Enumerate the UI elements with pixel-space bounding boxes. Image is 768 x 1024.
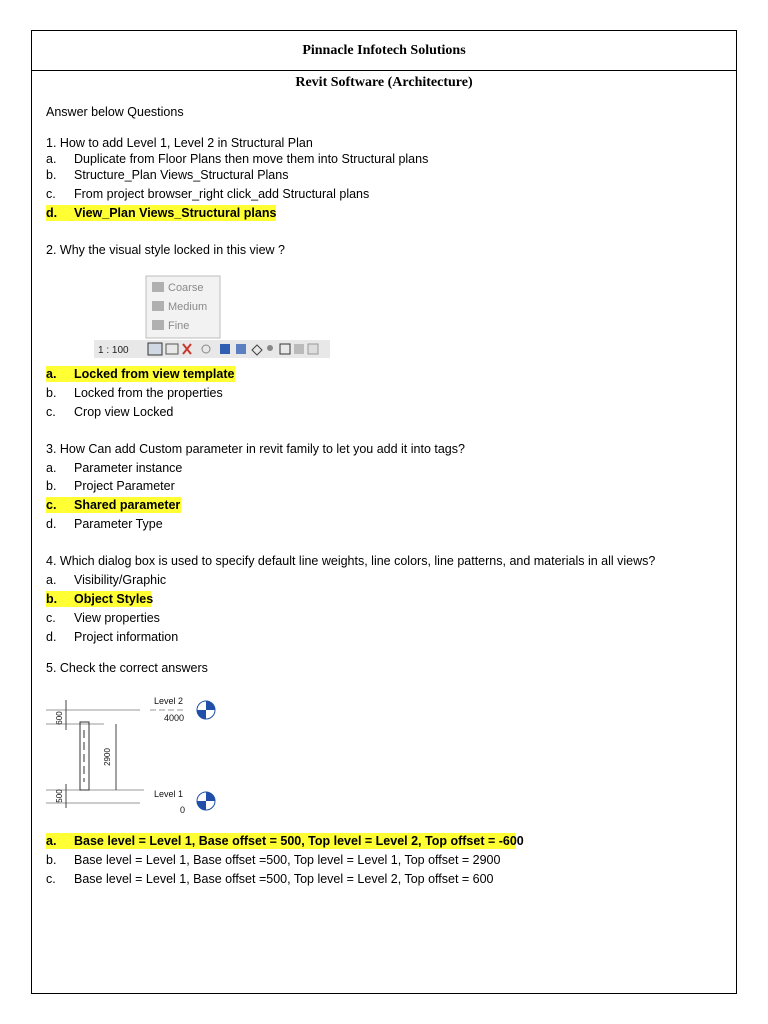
option-letter: b. — [46, 479, 57, 493]
option-text: Project Parameter — [74, 479, 175, 493]
option-text: Duplicate from Floor Plans then move them into Structural plans — [74, 152, 429, 166]
option-letter: d. — [46, 517, 57, 531]
option-text: Parameter Type — [74, 517, 163, 531]
option-letter: b. — [46, 168, 57, 182]
option-letter: d. — [46, 206, 58, 220]
option-letter: b. — [46, 592, 58, 606]
temp-hide-icon — [267, 345, 273, 351]
level2-marker-icon — [197, 701, 215, 719]
q3-option-d — [46, 516, 163, 532]
option-letter: a. — [46, 461, 57, 475]
menu-fine: Fine — [168, 320, 190, 332]
q3-option-b — [46, 478, 175, 494]
option-letter: c. — [46, 405, 56, 419]
q4-option-b-correct — [46, 591, 154, 607]
intro-text: Answer below Questions — [46, 105, 184, 119]
option-text: Object Styles — [74, 592, 154, 606]
q1-option-c — [46, 186, 369, 202]
q4-option-d — [46, 629, 178, 645]
q2-option-a-correct — [46, 366, 235, 382]
fine-icon — [152, 320, 164, 330]
option-letter: d. — [46, 630, 57, 644]
option-letter: a. — [46, 367, 57, 381]
q2-option-b — [46, 385, 223, 401]
q4-option-c — [46, 610, 160, 626]
page-subtitle: Revit Software (Architecture) — [295, 75, 473, 90]
q4-option-a — [46, 572, 166, 588]
option-text: View properties — [74, 611, 160, 625]
option-text: Base level = Level 1, Base offset = 500, Top level = Level 2, Top offset = -600 — [74, 834, 524, 848]
option-letter: a. — [46, 573, 57, 587]
option-text: Base level = Level 1, Base offset =500, Top level = Level 1, Top offset = 2900 — [74, 853, 501, 867]
option-text: Crop view Locked — [74, 405, 174, 419]
option-text: From project browser_right click_add Structural plans — [74, 187, 370, 201]
q4-question: 4. Which dialog box is used to specify default line weights, line colors, line patterns, and materials in all views? — [46, 554, 656, 568]
option-letter: b. — [46, 386, 57, 400]
option-text: Parameter instance — [74, 461, 183, 475]
option-text: Project information — [74, 630, 179, 644]
option-letter: c. — [46, 498, 57, 512]
q5-option-b — [46, 852, 500, 868]
scale-label: 1 : 100 — [98, 345, 129, 356]
q3-question: 3. How Can add Custom parameter in revit family to let you add it into tags? — [46, 442, 465, 456]
q5-option-a-correct — [46, 833, 524, 849]
level2-name: Level 2 — [154, 696, 184, 706]
visual-style-figure — [94, 274, 330, 360]
q2-question: 2. Why the visual style locked in this view ? — [46, 243, 285, 257]
option-letter: c. — [46, 611, 56, 625]
coarse-icon — [152, 282, 164, 292]
medium-icon — [152, 301, 164, 311]
level1-name: Level 1 — [154, 789, 184, 799]
q5-option-c — [46, 871, 494, 887]
q1-option-b — [46, 167, 288, 183]
menu-medium: Medium — [168, 301, 208, 313]
menu-coarse: Coarse — [168, 282, 204, 294]
option-letter: c. — [46, 872, 56, 886]
q2-option-c — [46, 404, 173, 420]
option-letter: b. — [46, 853, 57, 867]
option-text: Structure_Plan Views_Structural Plans — [74, 168, 289, 182]
option-letter: c. — [46, 187, 56, 201]
option-text: Shared parameter — [74, 498, 181, 512]
dim-top-label: 600 — [55, 711, 64, 725]
option-text: View_Plan Views_Structural plans — [74, 206, 277, 220]
level1-marker-icon — [197, 792, 215, 810]
option-text: Locked from view template — [74, 367, 235, 381]
q1-question: 1. How to add Level 1, Level 2 in Structural Plan — [46, 136, 313, 150]
q1-option-d-correct — [46, 205, 276, 221]
show-crop-icon — [236, 344, 246, 354]
q3-option-c-correct — [46, 497, 181, 513]
level-section-figure — [44, 690, 224, 820]
level2-elevation: 4000 — [164, 713, 185, 723]
dim-mid-label: 2900 — [103, 748, 112, 766]
header-company: Pinnacle Infotech Solutions — [32, 31, 736, 71]
dim-bottom-label: 500 — [55, 789, 64, 803]
level1-elevation: 0 — [180, 805, 186, 815]
option-text: Locked from the properties — [74, 386, 223, 400]
temp-view-properties-icon — [294, 344, 304, 354]
detail-level-icon — [148, 343, 162, 355]
analytical-model-icon — [308, 344, 318, 354]
option-text: Visibility/Graphic — [74, 573, 167, 587]
option-letter: a. — [46, 834, 57, 848]
visual-style-screenshot — [94, 274, 330, 360]
option-text: Base level = Level 1, Base offset =500, Top level = Level 2, Top offset = 600 — [74, 872, 494, 886]
q5-question: 5. Check the correct answers — [46, 661, 208, 675]
level-section-drawing — [44, 690, 224, 820]
q3-option-a — [46, 460, 182, 476]
option-letter: a. — [46, 152, 57, 166]
crop-view-icon — [220, 344, 230, 354]
q1-option-a — [46, 151, 428, 167]
